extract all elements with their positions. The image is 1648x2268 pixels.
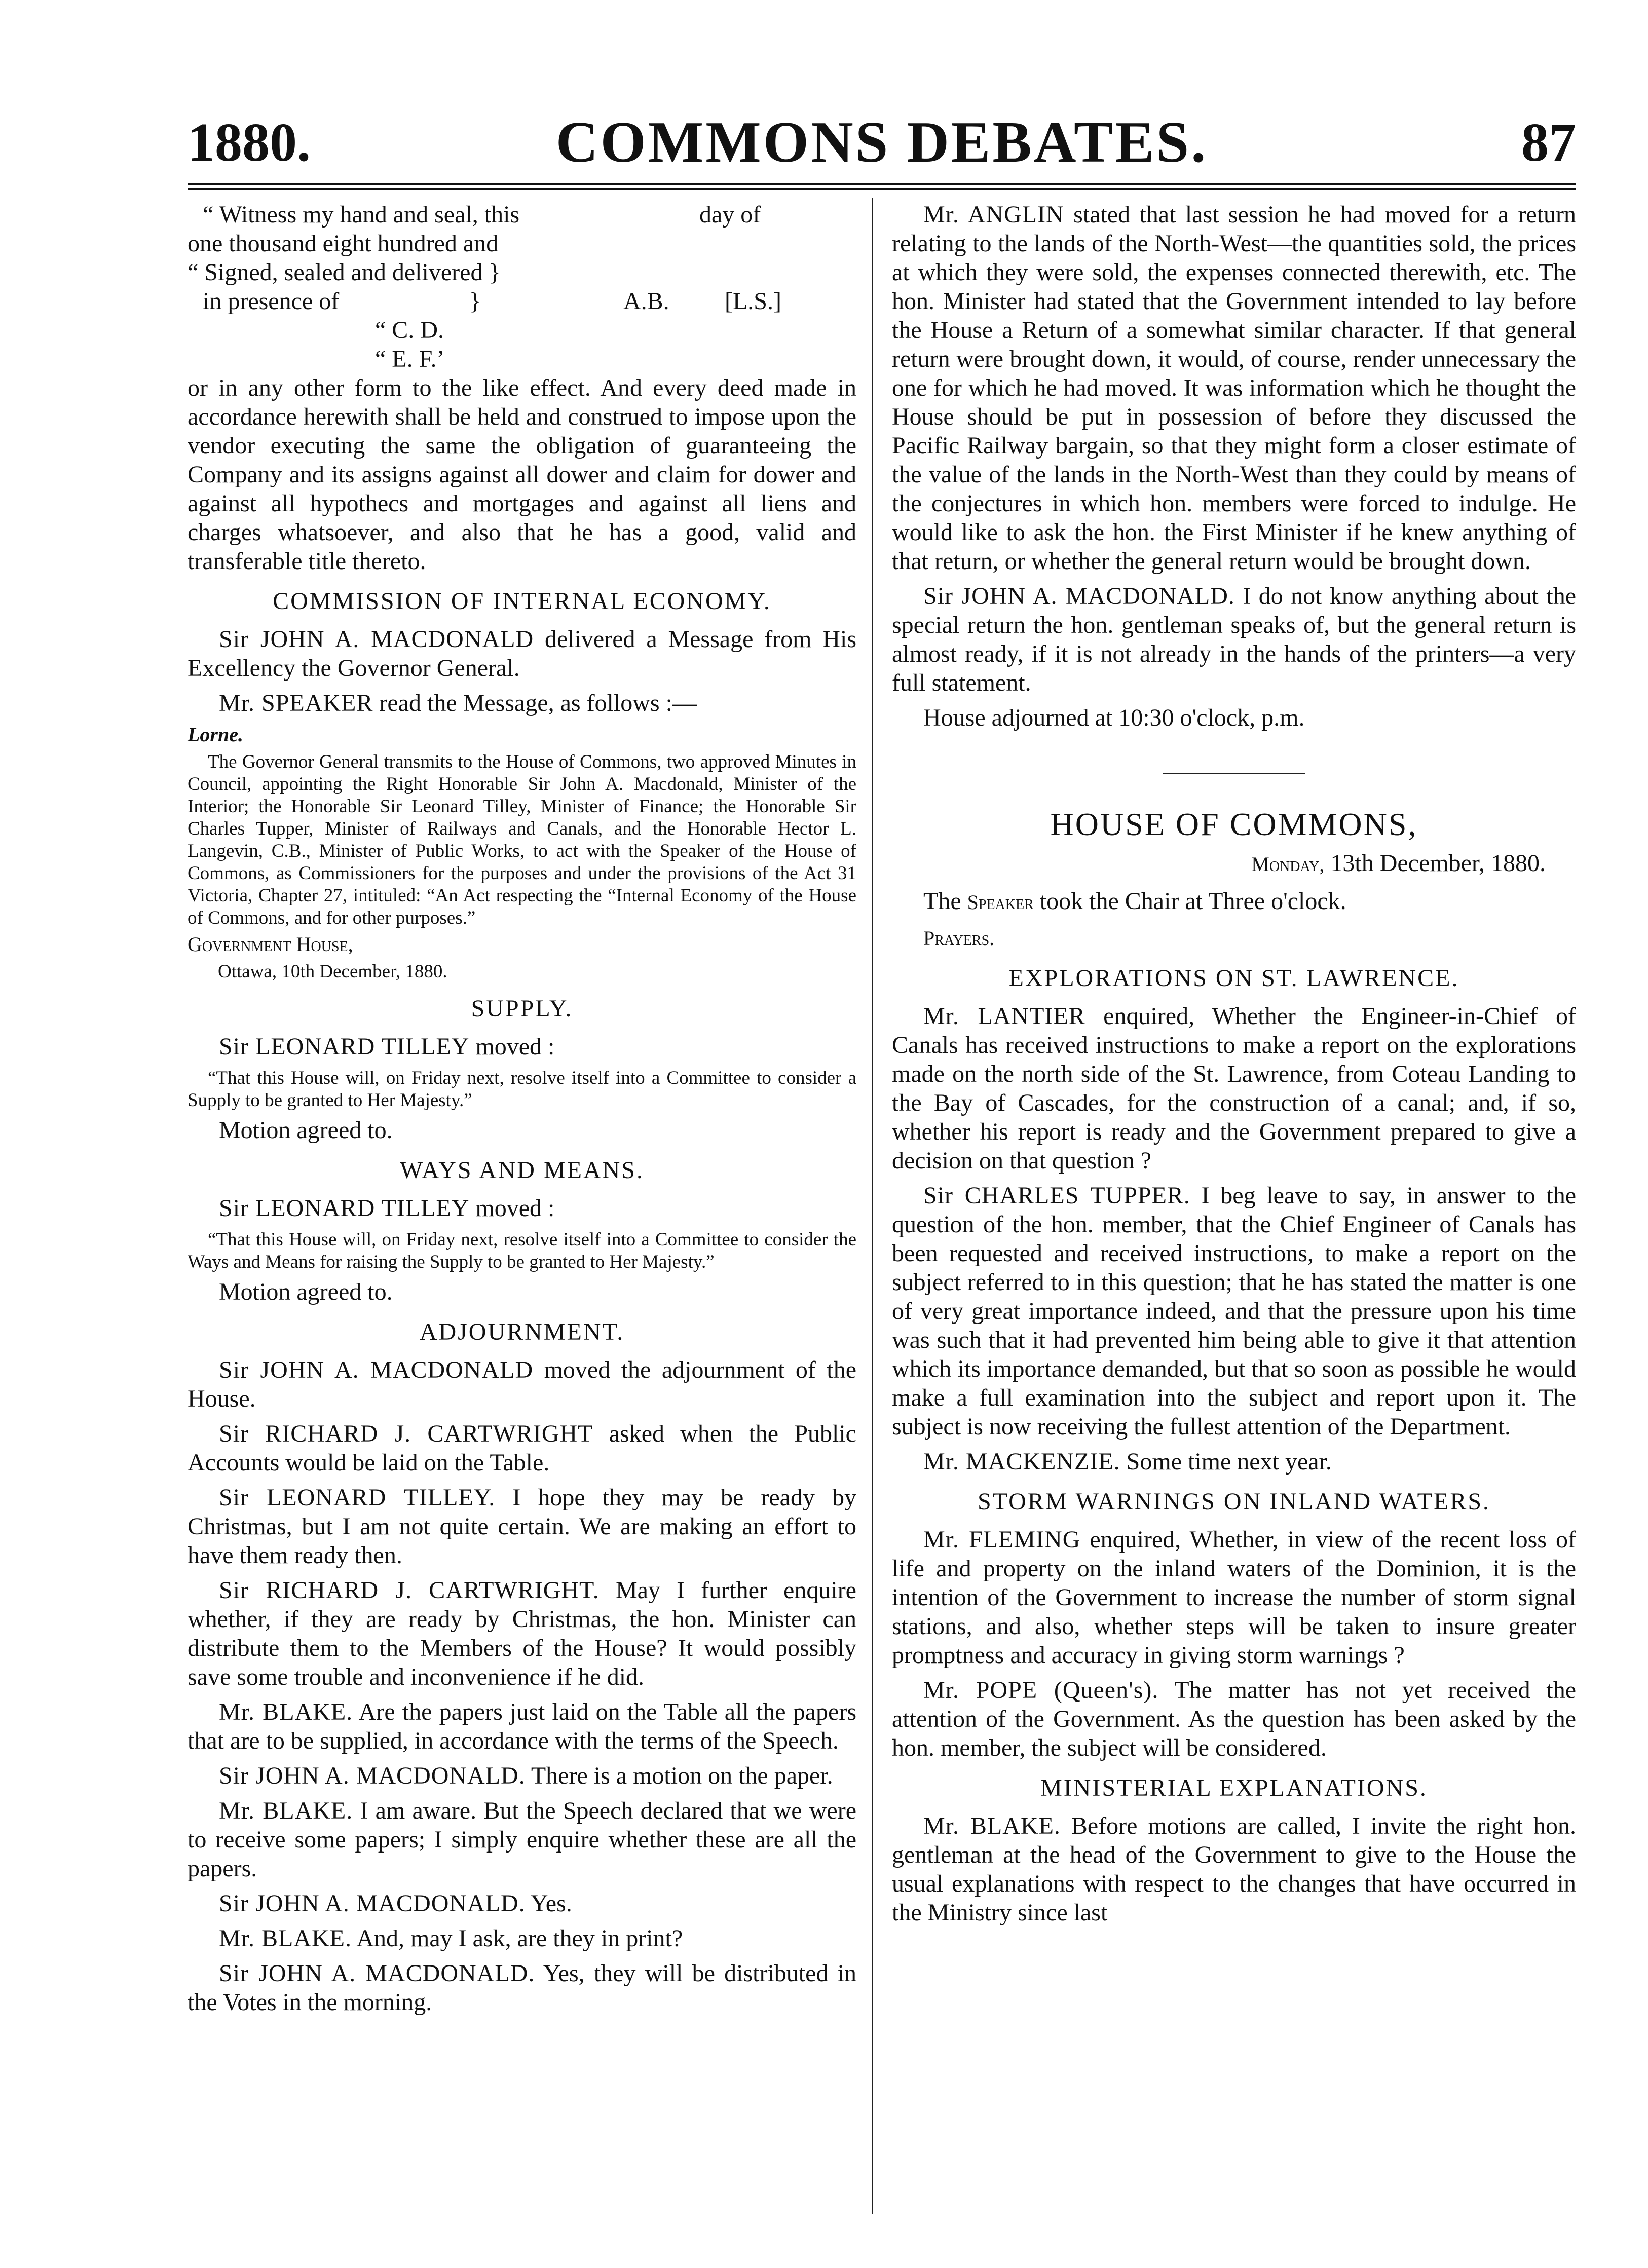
speaker-name: Sir JOHN A. MACDONALD. <box>923 583 1235 610</box>
para-lantier <box>892 1002 1576 1175</box>
speaker-name: Mr. LANTIER <box>923 1003 1085 1030</box>
lorne-signature <box>188 724 856 747</box>
speech-text: Some time next year. <box>1120 1448 1332 1475</box>
deed-signed-text: “ Signed, sealed and delivered } <box>188 259 501 286</box>
column-divider <box>872 198 873 2214</box>
deed-day-of: day of <box>699 201 761 228</box>
ottawa-date: Ottawa, 10th December, 1880. <box>218 961 447 982</box>
deed-presence-text: in presence of <box>203 288 340 315</box>
speaker-name: Sir LEONARD TILLEY <box>219 1195 470 1222</box>
deed-signed-line <box>188 258 856 287</box>
speech-text: Before motions are called, I invite the right hon. gentleman at the head of the Government to give to the House the usual explanations with respect to the changes that have occurred in the Ministry since last <box>892 1812 1577 1926</box>
heading-ministerial-explanations: MINISTERIAL EXPLANATIONS. <box>1040 1774 1428 1801</box>
speaker-name: Mr. SPEAKER <box>219 690 373 716</box>
heading-adjournment: ADJOURNMENT. <box>419 1318 625 1345</box>
header-rule <box>188 183 1576 185</box>
para-adj-1 <box>188 1355 856 1413</box>
para-adj-4 <box>188 1576 856 1691</box>
header-rule-thin <box>188 188 1576 190</box>
heading-ways-and-means: WAYS AND MEANS. <box>400 1157 644 1184</box>
section-rule <box>1163 773 1305 774</box>
para-message-delivered <box>188 625 856 683</box>
heading-commission: COMMISSION OF INTERNAL ECONOMY. <box>273 588 771 615</box>
speech-text: read the Message, as follows :— <box>373 690 697 716</box>
para-speaker-read <box>188 689 856 717</box>
supply-motion-agreed: Motion agreed to. <box>219 1117 393 1144</box>
para-adj-10 <box>188 1959 856 2017</box>
left-column <box>188 200 856 2023</box>
para-anglin <box>892 200 1576 576</box>
speech-text: And, may I ask, are they in print? <box>352 1925 683 1952</box>
speech-text: delivered a Message from His Excellency the Governor General. <box>188 626 857 682</box>
deed-cd: “ C. D. <box>375 317 444 344</box>
heading-storm-warnings: STORM WARNINGS ON INLAND WATERS. <box>977 1488 1491 1515</box>
para-ways-moved <box>188 1194 856 1223</box>
deed-ls: [L.S.] <box>725 288 781 315</box>
para-mackenzie <box>892 1447 1576 1476</box>
header-year: 1880. <box>188 112 311 173</box>
speaker-name: Sir JOHN A. MACDONALD. <box>219 1890 526 1917</box>
header-page-number: 87 <box>1521 112 1576 173</box>
deed-year-text: one thousand eight hundred and <box>188 230 499 257</box>
para-fleming <box>892 1525 1576 1670</box>
lorne-text: Lorne. <box>188 723 243 746</box>
speaker-name: Mr. BLAKE. <box>219 1797 353 1824</box>
speech-text: Yes, they will be distributed in the Votes in the morning. <box>188 1960 856 2016</box>
speech-text: There is a motion on the paper. <box>525 1762 833 1789</box>
deed-ef-line <box>188 345 856 373</box>
speech-text: stated that last session he had moved for a return relating to the lands of the North-West—the quantities sold, the prices at which they were sold, the expenses connected therewith, etc. The hon. Minister had stated that the Government intended to lay before the House a Return of a somewhat similar character. If that general return were brought down, it would, of course, render unnecessary the one for which he had moved. It was information which he thought the House should be put in possession of before they discussed the Pacific Railway bargain, so that they might form a closer estimate of the value of the lands in the North-West than they could by means of the conjectures in which hon. members were forced to indulge. He would like to ask the hon. the First Minister if he knew anything of that return, or whether the general return would be brought down. <box>892 201 1577 575</box>
header-title: COMMONS DEBATES. <box>555 110 1208 175</box>
speaker-name: Sir JOHN A. MACDONALD. <box>219 1960 535 1987</box>
para-adj-3 <box>188 1483 856 1570</box>
speaker-name: Sir RICHARD J. CARTWRIGHT <box>219 1420 593 1447</box>
speaker-name: Mr. BLAKE. <box>923 1812 1061 1839</box>
page-header <box>188 106 1576 182</box>
speaker-name: Sir LEONARD TILLEY. <box>219 1484 496 1511</box>
speaker-name: Mr. BLAKE. <box>219 1925 352 1952</box>
speech-text: Yes. <box>525 1890 572 1917</box>
sitting-date <box>892 849 1576 879</box>
para-pope <box>892 1676 1576 1762</box>
speech-text: Are the papers just laid on the Table all the papers that are to be supplied, in accordance with the terms of the Speech. <box>188 1698 856 1754</box>
speaker-name: Mr. BLAKE. <box>219 1698 353 1725</box>
government-house <box>188 933 856 957</box>
speaker-name: Mr. POPE (Queen's). <box>923 1677 1159 1704</box>
speech-text: enquired, Whether, in view of the recent loss of life and property on the inland waters of the Dominion, it is the intention of the Government to increase the number of storm signal stations, and also, whether steps will be taken to insure greater promptness and accuracy in giving storm warnings ? <box>892 1526 1576 1669</box>
heading-supply: SUPPLY. <box>471 995 573 1022</box>
speaker-name: Sir CHARLES TUPPER. <box>923 1182 1190 1209</box>
speech-text: moved : <box>469 1195 555 1222</box>
speech-text: I beg leave to say, in answer to the question of the hon. member, that the Chief Engineer of Canals has been requested and received instructions, to make a report on the subject referred to in this question; that he has stated the matter is one of very great importance indeed, and that the pressure upon his time was such that it had prevented him being able to give it that attention which its importance demanded, but that so soon as possible he would make a full examination into the subject and report upon it. The subject is now receiving the fullest attention of the Department. <box>892 1182 1576 1440</box>
speech-text: I am aware. But the Speech declared that we were to receive some papers; I simply enquire whether these are all the papers. <box>188 1797 857 1882</box>
sitting-date-rest: 13th December, 1880. <box>1324 850 1546 877</box>
ways-quote: “That this House will, on Friday next, resolve itself into a Committee to consider the Ways and Means for raising the Supply to be granted to Her Majesty.” <box>188 1229 856 1272</box>
speech-text: enquired, Whether the Engineer-in-Chief of Canals has received instructions to make a report on the explorations made on the north side of the St. Lawrence, from Coteau Landing to the Bay of Cascades, for the construction of a canal; and, if so, whether his report is ready and the Government prepared to give a decision on that question ? <box>892 1003 1576 1174</box>
deed-paragraph: or in any other form to the like effect. And every deed made in accordance herewith shall be held and construed to impose upon the vendor executing the same the obligation of guaranteeing the Company and its assigns against all dower and claim for dower and against all hypothecs and mortgages and against all liens and charges whatsoever, and also that he has a good, valid and transferable title thereto. <box>188 374 856 575</box>
speech-text: I do not know anything about the special return the hon. gentleman speaks of, but the general return is almost ready, if it is not already in the hands of the printers—a very full statement. <box>892 583 1576 696</box>
speaker-name: Sir JOHN A. MACDONALD <box>219 1356 534 1383</box>
heading-explorations: EXPLORATIONS ON ST. LAWRENCE. <box>1008 965 1459 992</box>
speech-text: May I further enquire whether, if they are ready by Christmas, the hon. Minister can distribute them to the Members of the House? It would possibly save some trouble and inconvenience if he did. <box>188 1577 856 1690</box>
speaker-took-chair <box>892 887 1576 917</box>
speaker-name: Mr. ANGLIN <box>923 201 1064 228</box>
message-text: The Governor General transmits to the House of Commons, two approved Minutes in Council, appointing the Right Honorable Sir John A. Macdonald, Minister of the Interior; the Honorable Sir Leonard Tilley, Minister of Finance; the Honorable Sir Charles Tupper, Minister of Railways and Canals, and the Honorable Hector L. Langevin, C.B., Minister of Public Works, to act with the Speaker of the House of Commons, as Commissioners for the purposes and under the provisions of the Act 31 Victoria, Chapter 27, intituled: “An Act respecting the “Internal Economy of the House of Commons, and for other purposes.” <box>188 751 856 928</box>
deed-year-line <box>188 229 856 258</box>
para-adj-2 <box>188 1419 856 1477</box>
speech-text: moved : <box>469 1033 555 1060</box>
house-adjourned: House adjourned at 10:30 o'clock, p.m. <box>923 704 1305 731</box>
deed-witness-line <box>188 200 856 229</box>
government-house-text: Government House, <box>188 933 353 956</box>
deed-presence-line <box>188 287 856 316</box>
speaker-name: Sir RICHARD J. CARTWRIGHT. <box>219 1577 600 1604</box>
deed-brace: } <box>469 288 481 315</box>
ways-motion-agreed: Motion agreed to. <box>219 1278 393 1305</box>
house-of-commons-heading: HOUSE OF COMMONS, <box>1050 806 1418 842</box>
prayers <box>892 923 1576 953</box>
supply-quote: “That this House will, on Friday next, resolve itself into a Committee to consider a Supply to be granted to Her Majesty.” <box>188 1068 856 1111</box>
para-adj-8 <box>188 1889 856 1918</box>
deed-cd-line <box>188 316 856 345</box>
speech-text: The matter has not yet received the attention of the Government. As the question has been asked by the hon. member, the subject will be considered. <box>892 1677 1577 1761</box>
prayers-text: Prayers. <box>923 927 995 950</box>
para-adj-6 <box>188 1761 856 1790</box>
deed-witness-text: “ Witness my hand and seal, this <box>203 201 520 228</box>
speaker-name: Mr. FLEMING <box>923 1526 1081 1553</box>
deed-ef: “ E. F.’ <box>375 346 445 372</box>
speaker-name: Sir LEONARD TILLEY <box>219 1033 470 1060</box>
para-blake-explanations <box>892 1811 1576 1927</box>
sitting-day: Monday, <box>1251 853 1325 876</box>
para-adj-5 <box>188 1697 856 1755</box>
para-macdonald-return <box>892 582 1576 697</box>
chair-text-a: The <box>923 888 967 915</box>
speaker-name: Mr. MACKENZIE. <box>923 1448 1120 1475</box>
speech-text: asked when the Public Accounts would be laid on the Table. <box>188 1420 856 1476</box>
para-adj-9 <box>188 1924 856 1953</box>
chair-text-b: took the Chair at Three o'clock. <box>1033 888 1346 915</box>
speaker-name: Sir JOHN A. MACDONALD <box>219 626 534 653</box>
speech-text: moved the adjournment of the House. <box>188 1356 856 1412</box>
para-tupper <box>892 1181 1576 1441</box>
chair-speaker: Speaker <box>967 891 1034 914</box>
para-adj-7 <box>188 1796 856 1883</box>
speech-text: I hope they may be ready by Christmas, but I am not quite certain. We are making an effort to have them ready then. <box>188 1484 857 1569</box>
right-column <box>892 200 1576 1933</box>
para-supply-moved <box>188 1032 856 1061</box>
speaker-name: Sir JOHN A. MACDONALD. <box>219 1762 526 1789</box>
deed-ab: A.B. <box>623 288 669 315</box>
